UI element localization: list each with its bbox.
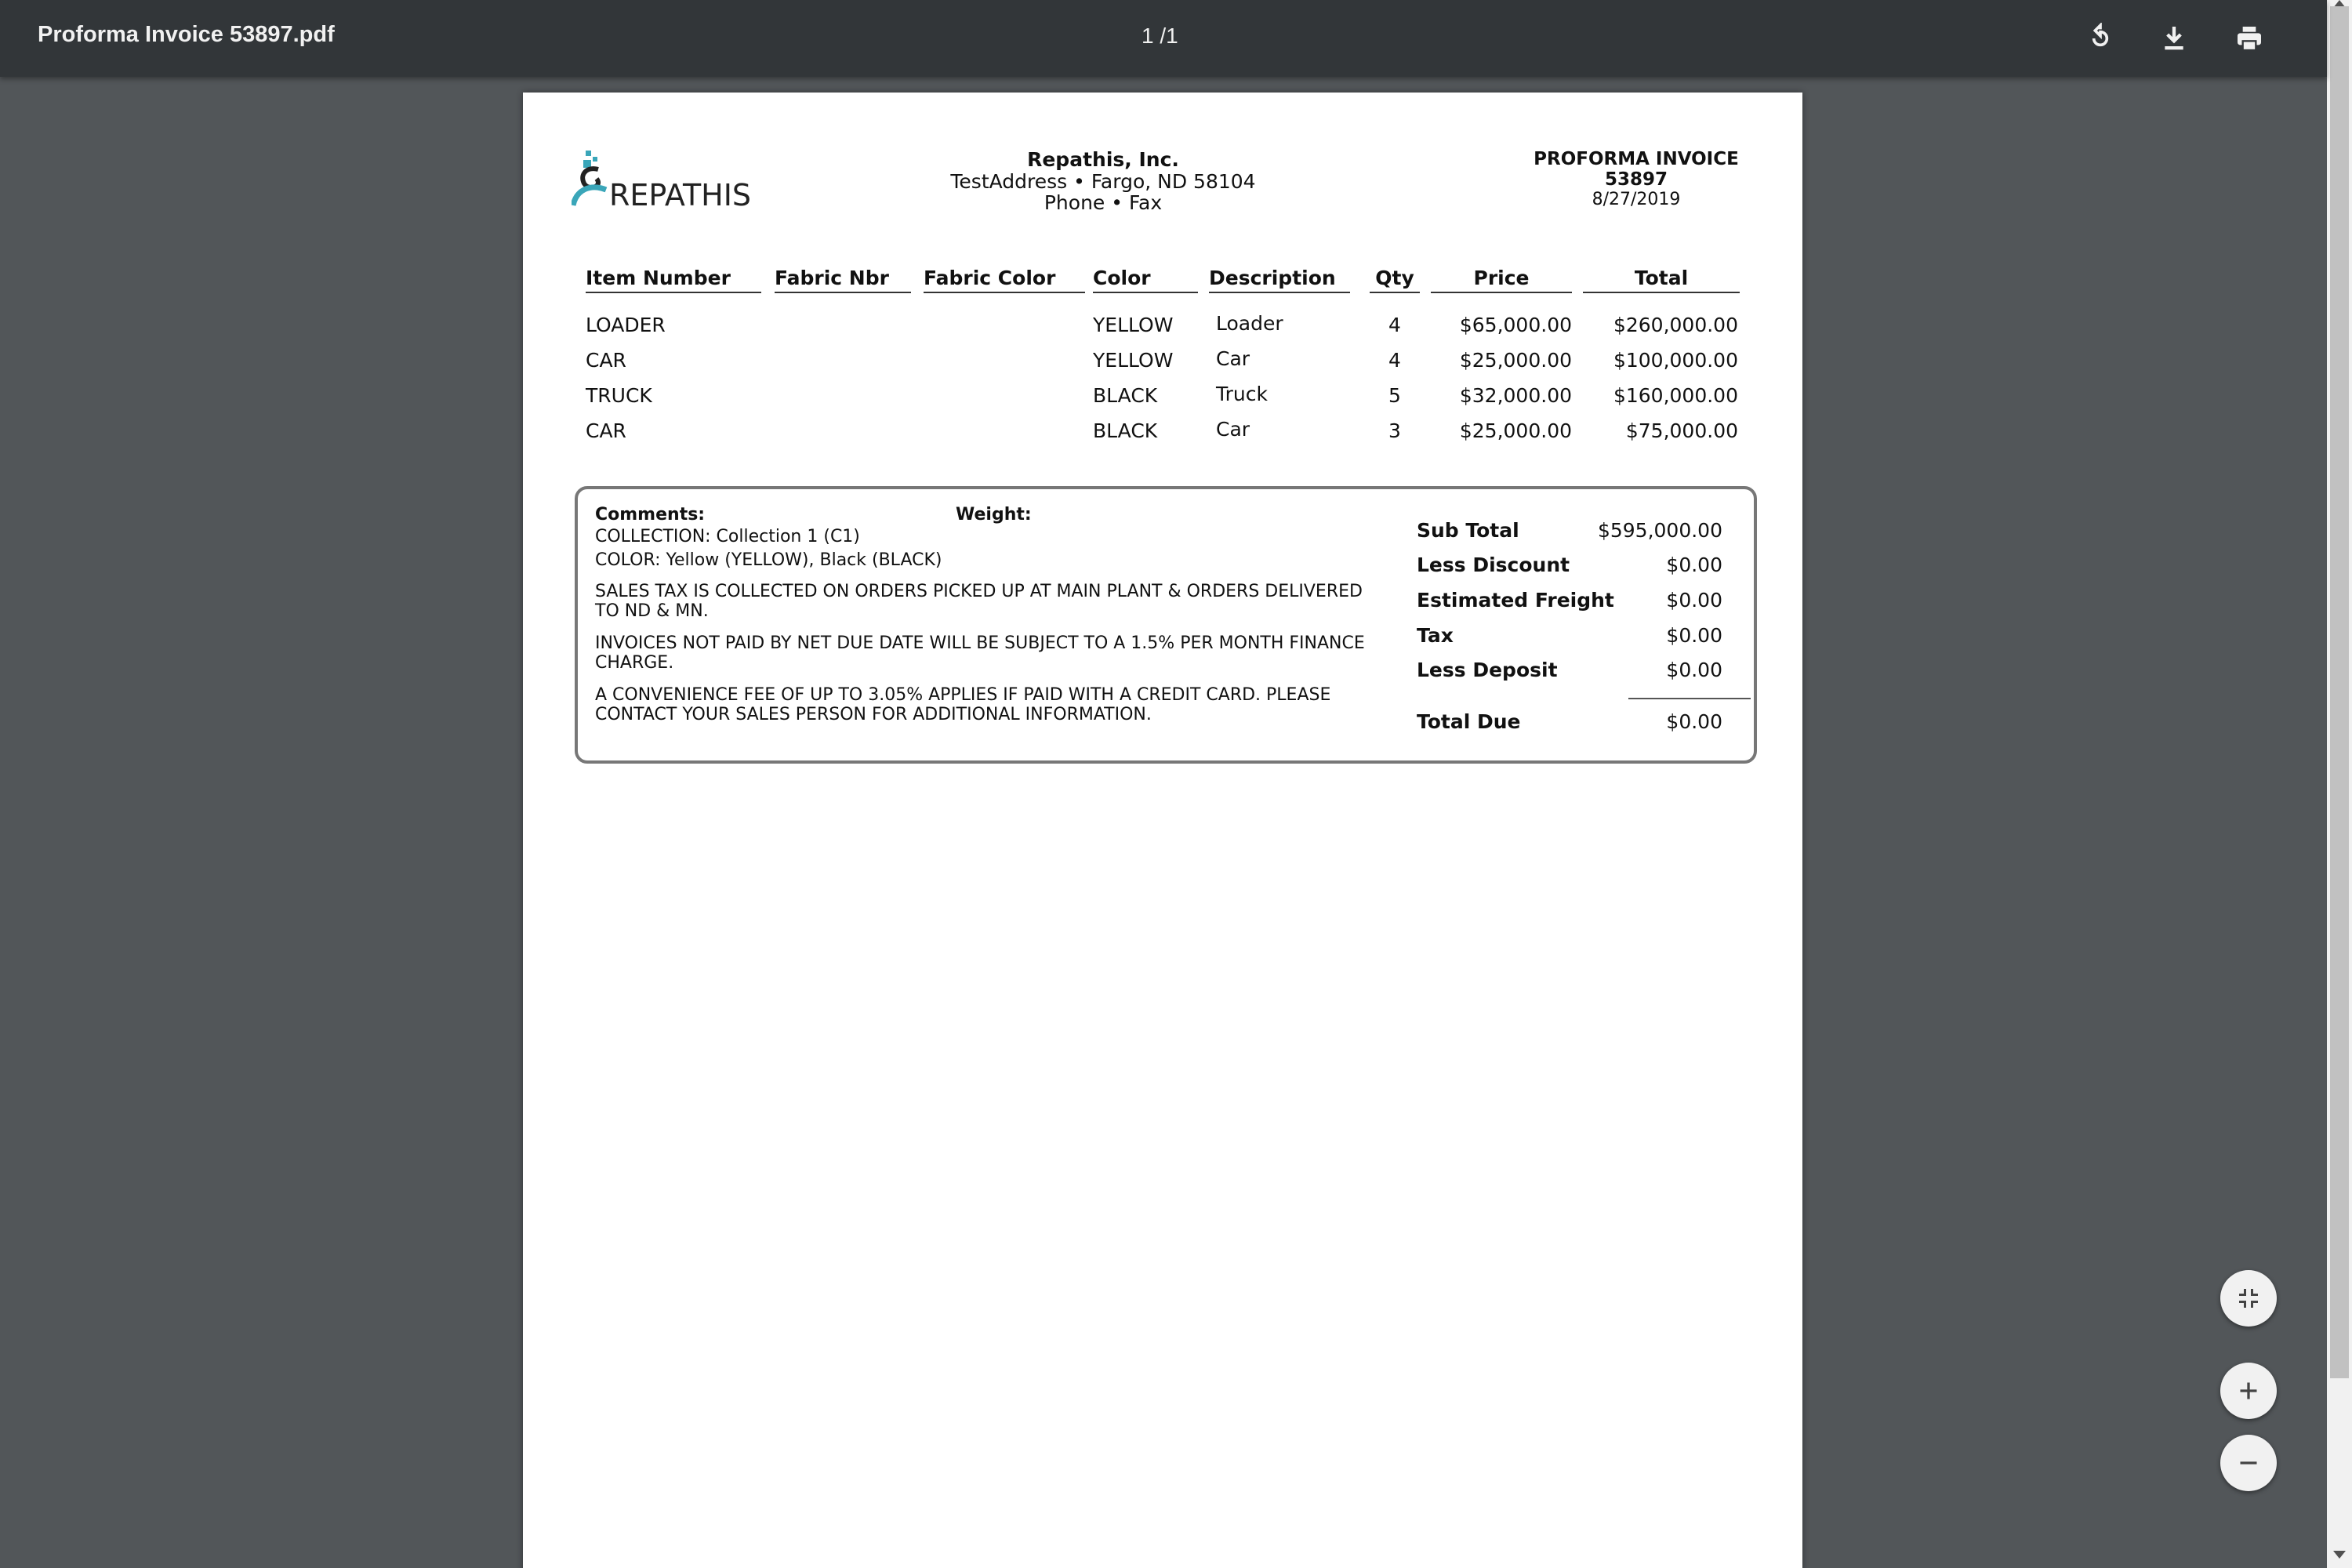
invoice-date: 8/27/2019 [1592, 190, 1681, 209]
table-cell-item: CAR [586, 419, 626, 442]
table-cell-description: Loader [1216, 312, 1283, 335]
col-total: Total [1583, 267, 1740, 293]
zoom-out-button[interactable] [2220, 1435, 2277, 1491]
rotate-button[interactable] [2079, 17, 2122, 60]
estimated-freight-label: Estimated Freight [1417, 589, 1614, 612]
table-cell-item: CAR [586, 349, 626, 372]
rotate-icon [2085, 23, 2116, 54]
table-cell-price: $32,000.00 [1459, 384, 1572, 407]
print-icon [2234, 23, 2265, 54]
fit-page-icon [2234, 1284, 2263, 1312]
scroll-down-arrow[interactable] [2333, 1551, 2346, 1559]
page-indicator[interactable]: 1 /1 [1142, 24, 1178, 48]
zoom-in-icon [2234, 1377, 2263, 1405]
download-button[interactable] [2153, 17, 2195, 60]
comments-label: Comments: [595, 505, 706, 524]
table-cell-price: $65,000.00 [1459, 314, 1572, 336]
less-deposit-label: Less Deposit [1417, 659, 1558, 681]
table-cell-qty: 5 [1388, 384, 1401, 407]
invoice-title: PROFORMA INVOICE [1534, 149, 1739, 169]
less-discount-label: Less Discount [1417, 554, 1570, 576]
table-cell-description: Car [1216, 347, 1250, 370]
fit-page-button[interactable] [2220, 1270, 2277, 1327]
pdf-page [523, 93, 1802, 1568]
table-cell-color: BLACK [1093, 419, 1158, 442]
table-cell-qty: 4 [1388, 314, 1401, 336]
col-item-number: Item Number [586, 267, 761, 293]
col-fabric-color: Fabric Color [924, 267, 1085, 293]
table-cell-total: $160,000.00 [1613, 384, 1738, 407]
summary-box [575, 486, 1757, 764]
comment-collection: COLLECTION: Collection 1 (C1) [595, 527, 860, 546]
table-cell-item: LOADER [586, 314, 666, 336]
total-due-value: $0.00 [1666, 710, 1722, 733]
table-cell-color: YELLOW [1093, 349, 1174, 372]
company-name: Repathis, Inc. [1027, 148, 1179, 171]
comment-invoices: INVOICES NOT PAID BY NET DUE DATE WILL BE SUBJECT TO A 1.5% PER MONTH FINANCE CHARGE. [595, 633, 1365, 673]
col-color: Color [1093, 267, 1198, 293]
col-fabric-nbr: Fabric Nbr [775, 267, 911, 293]
table-cell-description: Truck [1216, 383, 1268, 405]
document-title: Proforma Invoice 53897.pdf [38, 22, 335, 47]
weight-label: Weight: [956, 505, 1032, 524]
print-button[interactable] [2228, 17, 2270, 60]
scroll-thumb[interactable] [2330, 6, 2349, 1378]
table-cell-qty: 4 [1388, 349, 1401, 372]
col-qty: Qty [1370, 267, 1420, 293]
table-cell-total: $260,000.00 [1613, 314, 1738, 336]
table-cell-qty: 3 [1388, 419, 1401, 442]
logo-text: REPATHIS [609, 178, 752, 212]
vertical-scrollbar[interactable] [2327, 0, 2352, 1568]
col-price: Price [1431, 267, 1572, 293]
totals-divider [1628, 698, 1751, 699]
col-description: Description [1209, 267, 1350, 293]
pdf-toolbar [0, 0, 2327, 77]
less-deposit-value: $0.00 [1666, 659, 1722, 681]
zoom-in-button[interactable] [2220, 1363, 2277, 1419]
invoice-header [1519, 149, 1754, 210]
tax-label: Tax [1417, 624, 1454, 647]
table-cell-total: $100,000.00 [1613, 349, 1738, 372]
table-cell-color: YELLOW [1093, 314, 1174, 336]
table-cell-price: $25,000.00 [1459, 419, 1572, 442]
comment-color: COLOR: Yellow (YELLOW), Black (BLACK) [595, 550, 942, 570]
invoice-number: 53897 [1604, 169, 1668, 190]
table-cell-price: $25,000.00 [1459, 349, 1572, 372]
company-address: TestAddress • Fargo, ND 58104 [950, 170, 1256, 193]
company-contact: Phone • Fax [1044, 191, 1163, 214]
download-icon [2158, 23, 2190, 54]
comment-convenience: A CONVENIENCE FEE OF UP TO 3.05% APPLIES IF PAID WITH A CREDIT CARD. PLEASE CONTACT YOUR SALES PERSON FOR ADDITIONAL INFORMATION. [595, 685, 1331, 724]
total-due-label: Total Due [1417, 710, 1521, 733]
comment-sales-tax: SALES TAX IS COLLECTED ON ORDERS PICKED UP AT MAIN PLANT & ORDERS DELIVERED TO ND & MN. [595, 582, 1363, 621]
table-cell-description: Car [1216, 418, 1250, 441]
table-cell-total: $75,000.00 [1625, 419, 1738, 442]
less-discount-value: $0.00 [1666, 554, 1722, 576]
sub-total-value: $595,000.00 [1597, 519, 1722, 542]
repathis-logo [572, 149, 775, 220]
table-cell-item: TRUCK [586, 384, 652, 407]
zoom-out-icon [2234, 1449, 2263, 1477]
tax-value: $0.00 [1666, 624, 1722, 647]
estimated-freight-value: $0.00 [1666, 589, 1722, 612]
company-info [915, 149, 1291, 213]
table-cell-color: BLACK [1093, 384, 1158, 407]
sub-total-label: Sub Total [1417, 519, 1519, 542]
